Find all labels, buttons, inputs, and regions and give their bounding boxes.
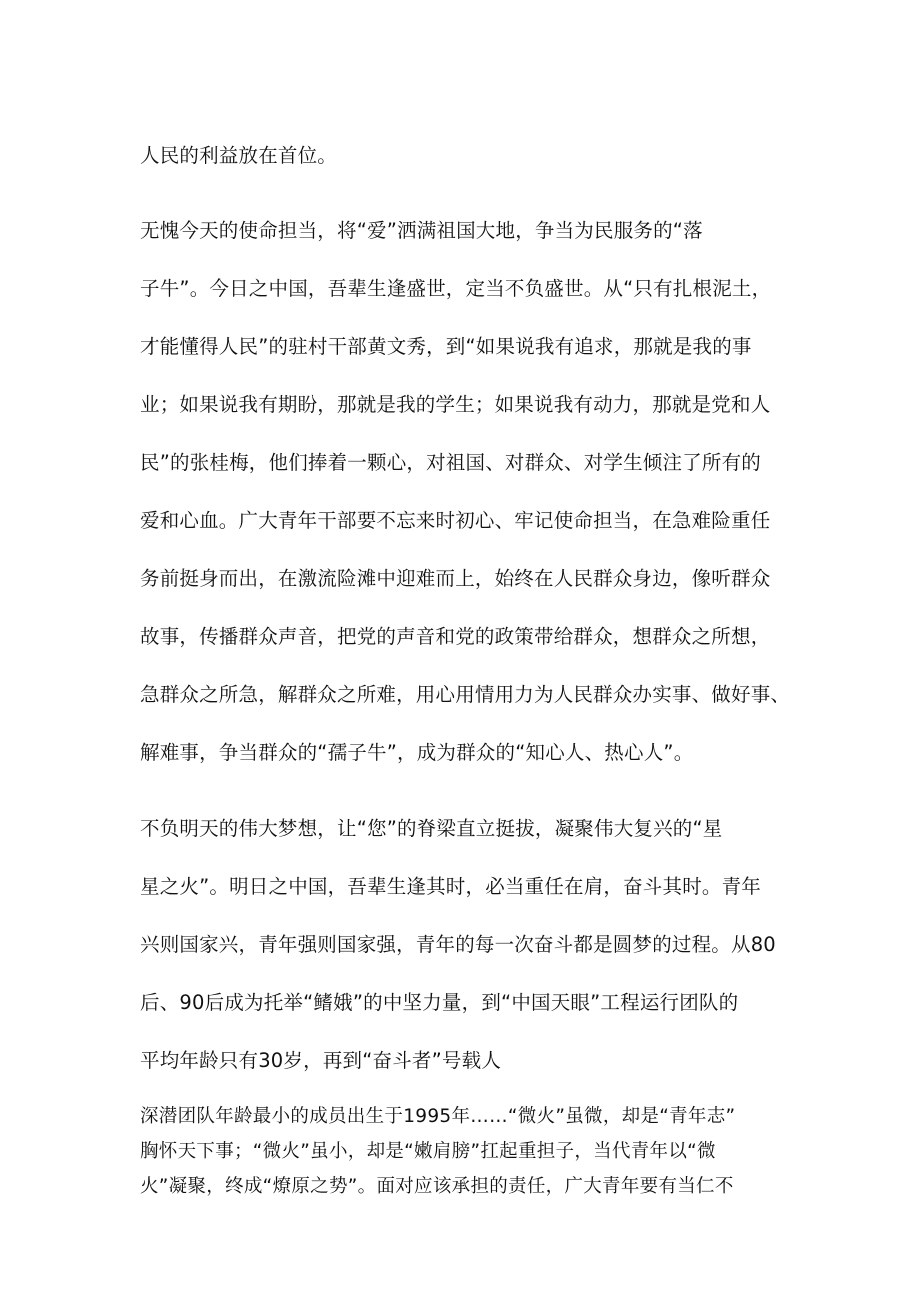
text-line: 深潜团队年龄最小的成员出生于1995年……“微火”虽微，却是“青年志” [140, 1106, 736, 1127]
text-line: 故事，传播群众声音，把党的声音和党的政策带给群众，想群众之所想， [140, 625, 771, 648]
text-line: 才能懂得人民”的驻村干部黄文秀，到“如果说我有追求，那就是我的事 [140, 335, 752, 358]
text-line: 星之火”。明日之中国，吾辈生逢其时，必当重任在肩，奋斗其时。青年 [140, 875, 762, 898]
text-line: 平均年龄只有30岁，再到“奋斗者”号载人 [140, 1049, 502, 1072]
text-line: 爱和心血。广大青年干部要不忘来时初心、牢记使命担当，在急难险重任 [140, 509, 771, 532]
text-line: 后、90后成为托举“鳍娥”的中坚力量，到“中国天眼”工程运行团队的 [140, 991, 739, 1014]
text-line: 解难事，争当群众的“孺子牛”，成为群众的“知心人、热心人”。 [140, 741, 694, 764]
text-line: 不负明天的伟大梦想，让“您”的脊梁直立挺拔，凝聚伟大复兴的“星 [140, 817, 723, 840]
text-line: 胸怀天下事；“微火”虽小，却是“嫩肩膀”扛起重担子，当代青年以“微 [140, 1141, 716, 1162]
text-line: 火”凝聚，终成“燎原之势”。面对应该承担的责任，广大青年要有当仁不 [140, 1176, 734, 1197]
text-line: 民”的张桂梅，他们捧着一颗心，对祖国、对群众、对学生倾注了所有的 [140, 451, 762, 474]
text-line: 业；如果说我有期盼，那就是我的学生；如果说我有动力，那就是党和人 [140, 393, 771, 416]
text-line: 子牛”。今日之中国，吾辈生逢盛世，定当不负盛世。从“只有扎根泥土， [140, 277, 772, 300]
text-line: 无愧今天的使命担当，将“爱”洒满祖国大地，争当为民服务的“落 [140, 219, 703, 242]
text-line: 兴则国家兴，青年强则国家强，青年的每一次奋斗都是圆梦的过程。从80 [140, 933, 776, 956]
text-line: 人民的利益放在首位。 [140, 144, 338, 167]
text-line: 急群众之所急，解群众之所难，用心用情用力为人民群众办实事、做好事、 [140, 683, 791, 706]
text-line: 务前挺身而出，在激流险滩中迎难而上，始终在人民群众身边，像听群众 [140, 567, 771, 590]
